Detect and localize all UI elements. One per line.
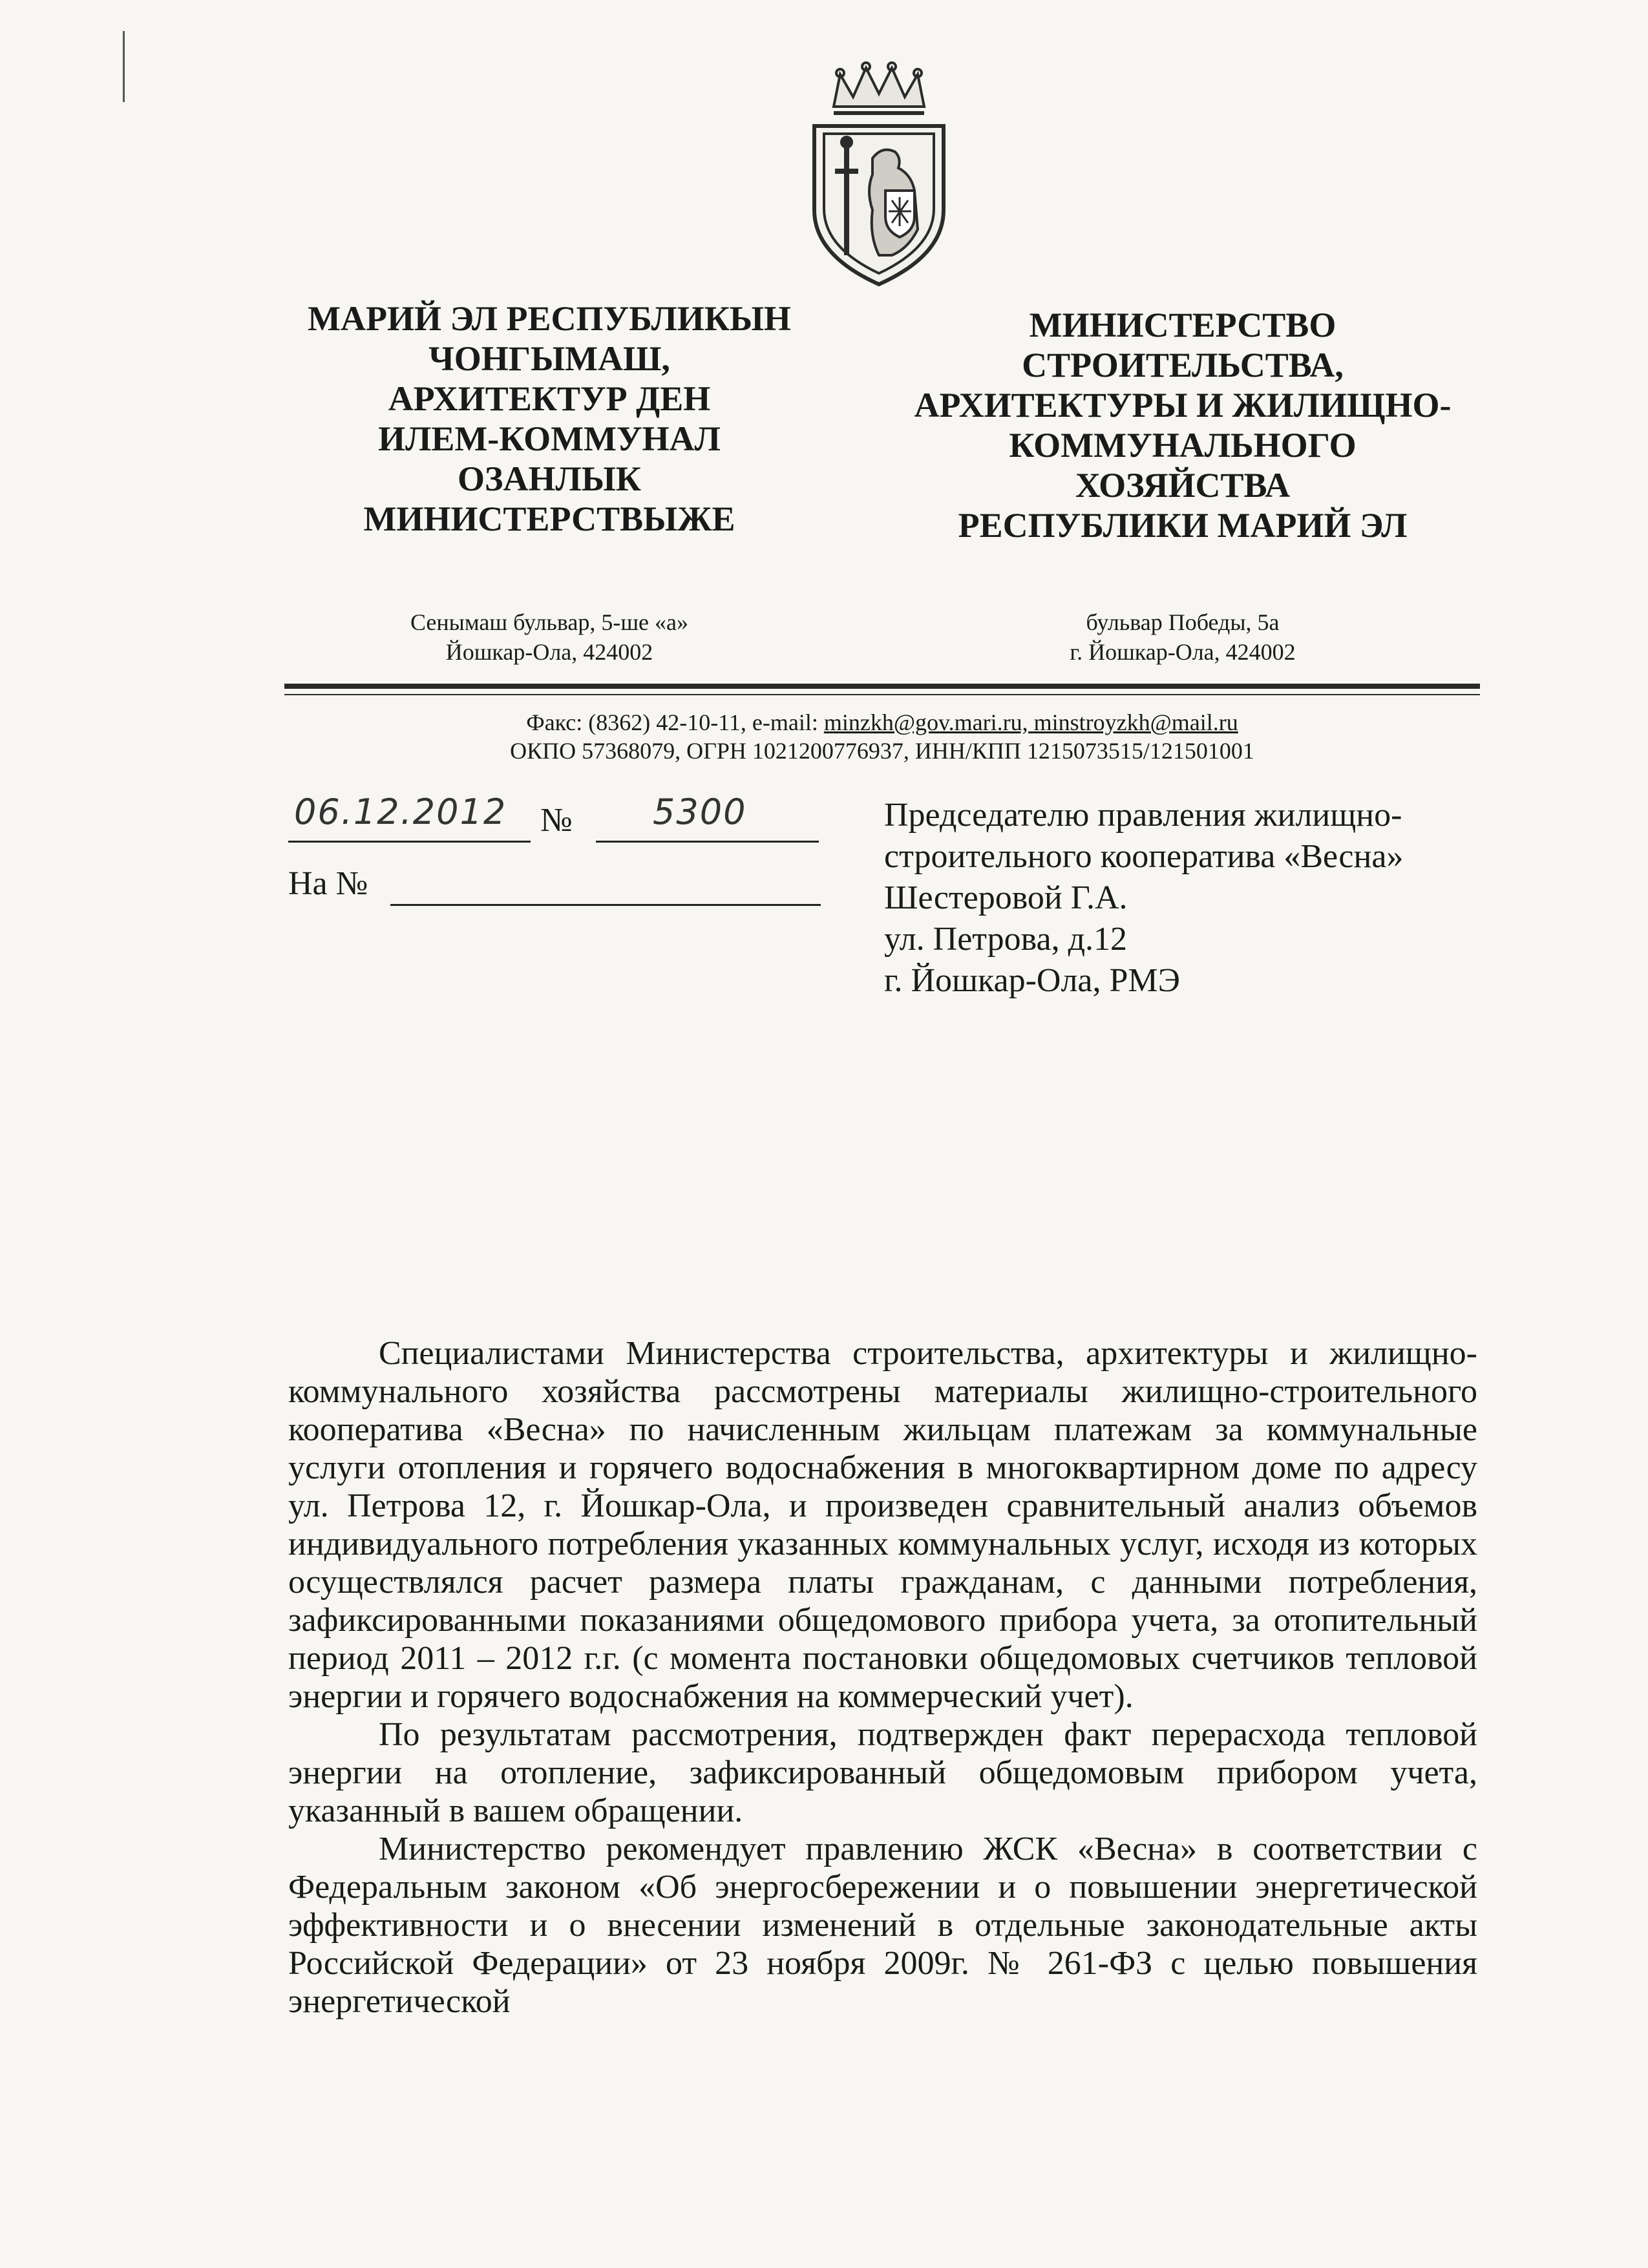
addressee-line: Шестеровой Г.А. — [884, 879, 1128, 916]
header-right-line: КОММУНАЛЬНОГО — [1009, 426, 1357, 465]
header-right-line: МИНИСТЕРСТВО — [1029, 306, 1336, 344]
header-left-line: МИНИСТЕРСТВЫЖЕ — [363, 499, 735, 538]
header-left-title — [288, 299, 811, 539]
contact-line — [284, 708, 1480, 737]
address-line: Сенымаш бульвар, 5-ше «а» — [410, 609, 689, 635]
number-field-line — [596, 838, 819, 843]
header-left-line: ЧОНГЫМАШ, — [428, 339, 670, 378]
addressee-line: г. Йошкар-Ола, РМЭ — [884, 962, 1180, 999]
letter-body — [288, 1334, 1477, 2021]
reply-field-line — [390, 901, 821, 906]
header-left-line: ОЗАНЛЫК — [458, 459, 641, 498]
body-paragraph: По результатам рассмотрения, подтвержден факт перерасхода тепловой энергии на отопление, зафиксированный общедомовым прибором учета, указанный в вашем обращении. — [288, 1716, 1477, 1829]
coat-of-arms-emblem — [795, 61, 963, 294]
number-label: № — [540, 802, 573, 839]
body-paragraph: Специалистами Министерства строительства, архитектуры и жилищно-коммунального хозяйства рассмотрены материалы жилищно-строительного кооператива «Весна» по начисленным жильцам платежам за коммунальные услуги отопления и горячего водоснабжения в многоквартирном доме по адресу ул. Петрова 12, г. Йошкар-Ола, и произведен сравнительный анализ объемов индивидуального потребления указанных коммунальных услуг, исходя из которых осуществлялся расчет размера платы гражданам, с данными потребления, зафиксированными показаниями общедомового прибора учета, за отопительный период 2011 – 2012 г.г. (с момента постановки общедомовых счетчиков тепловой энергии и горячего водоснабжения на коммерческий учет). — [288, 1335, 1477, 1715]
body-paragraph: Министерство рекомендует правлению ЖСК «Весна» в соответствии с Федеральным законом «Об энергосбережении и о повышении энергетической эффективности и о внесении изменений в отдельные законодательные акты Российской Федерации» от 23 ноября 2009г. № 261-ФЗ с целью повышения энергетической — [288, 1831, 1477, 2020]
header-divider-thin — [284, 694, 1480, 695]
header-right-line: АРХИТЕКТУРЫ И ЖИЛИЩНО- — [914, 386, 1452, 425]
addressee-line: Председателю правления жилищно- — [884, 797, 1402, 834]
fax-text: Факс: (8362) 42-10-11, e-mail: — [526, 709, 824, 735]
header-right-line: ХОЗЯЙСТВА — [1075, 466, 1291, 505]
addressee-line: ул. Петрова, д.12 — [884, 921, 1128, 958]
email-links[interactable]: minzkh@gov.mari.ru, minstroyzkh@mail.ru — [823, 709, 1238, 735]
registry-line — [284, 737, 1480, 765]
header-right-line: СТРОИТЕЛЬСТВА, — [1022, 346, 1344, 384]
registration-date: 06.12.2012 — [294, 792, 507, 832]
registration-number: 5300 — [653, 792, 747, 832]
date-field-line — [288, 838, 531, 843]
registry-text: ОКПО 57368079, ОГРН 1021200776937, ИНН/КПП 1215073515/121501001 — [510, 738, 1254, 764]
address-line: г. Йошкар-Ола, 424002 — [1070, 639, 1296, 665]
addressee-line: строительного кооператива «Весна» — [884, 838, 1404, 875]
header-left-line: МАРИЙ ЭЛ РЕСПУБЛИКЫН — [308, 299, 791, 338]
header-right-title — [872, 305, 1493, 545]
header-left-address — [323, 607, 776, 667]
address-line: Йошкар-Ола, 424002 — [445, 639, 653, 665]
header-right-line: РЕСПУБЛИКИ МАРИЙ ЭЛ — [958, 506, 1408, 545]
header-left-line: АРХИТЕКТУР ДЕН — [388, 379, 711, 418]
addressee-block — [884, 795, 1403, 1002]
header-divider-thick — [284, 684, 1480, 689]
address-line: бульвар Победы, 5а — [1086, 609, 1280, 635]
margin-mark — [123, 31, 125, 102]
reply-label: На № — [288, 865, 368, 902]
header-right-address — [956, 607, 1409, 667]
header-left-line: ИЛЕМ-КОММУНАЛ — [378, 419, 721, 458]
